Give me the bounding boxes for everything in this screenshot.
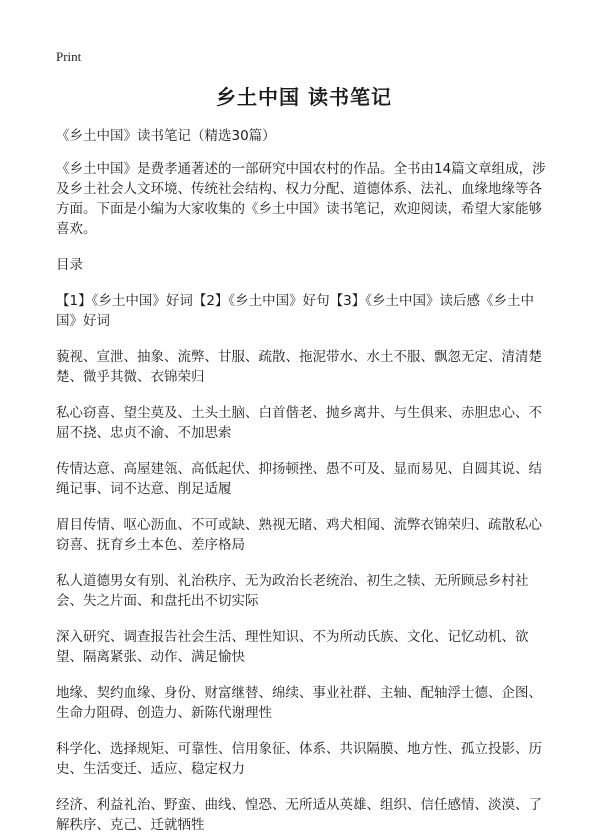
- intro-paragraph: 《乡土中国》是费孝通著述的一部研究中国农村的作品。全书由14篇文章组成，涉及乡土社会人文环境、传统社会结构、权力分配、道德体系、法礼、血缘地缘等各方面。下面是小编为大家收集的《乡土中国》读书笔记，欢迎阅读，希望大家能够喜欢。: [56, 161, 546, 237]
- toc-heading: 目录: [56, 257, 83, 273]
- subtitle: 《乡土中国》读书笔记（精选30篇）: [56, 128, 276, 144]
- page-title: 乡土中国 读书笔记: [216, 85, 392, 109]
- print-link[interactable]: Print: [56, 49, 82, 64]
- word-group-list: [56, 347, 552, 835]
- word-group: 藐视、宣泄、抽象、流弊、甘服、疏散、拖泥带水、水土不服、飘忽无定、清清楚楚、微乎其微、衣锦荣归: [56, 349, 542, 385]
- word-group: 眉目传情、呕心沥血、不可或缺、熟视无睹、鸡犬相闻、流弊衣锦荣归、疏散私心窃喜、抚育乡土本色、差序格局: [56, 517, 542, 553]
- toc-links[interactable]: 【1】《乡土中国》好词【2】《乡土中国》好句【3】《乡土中国》读后感《乡土中国》好词: [56, 293, 535, 329]
- word-group: 经济、利益礼治、野蛮、曲线、惶恐、无所适从英雄、组织、信任感情、淡漠、了解秩序、克己、迁就牺牲: [56, 797, 542, 833]
- word-group: 私人道德男女有别、礼治秩序、无为政治长老统治、初生之犊、无所顾忌乡村社会、失之片面、和盘托出不切实际: [56, 573, 529, 609]
- word-group: 传情达意、高屋建瓴、高低起伏、抑扬顿挫、愚不可及、显而易见、自圆其说、结绳记事、词不达意、削足适履: [56, 461, 542, 497]
- word-group: 深入研究、调查报告社会生活、理性知识、不为所动氏族、文化、记忆动机、欲望、隔离紧张、动作、满足愉快: [56, 629, 529, 665]
- word-group: 私心窃喜、望尘莫及、土头土脑、白首偕老、抛乡离井、与生俱来、赤胆忠心、不屈不挠、忠贞不渝、不加思索: [56, 405, 542, 441]
- word-group: 地缘、契约血缘、身份、财富继替、绵续、事业社群、主轴、配轴浮士德、企图、生命力阻碍、创造力、新陈代谢理性: [56, 685, 542, 721]
- word-group: 科学化、选择规矩、可靠性、信用象征、体系、共识隔膜、地方性、孤立投影、历史、生活变迁、适应、稳定权力: [56, 741, 542, 777]
